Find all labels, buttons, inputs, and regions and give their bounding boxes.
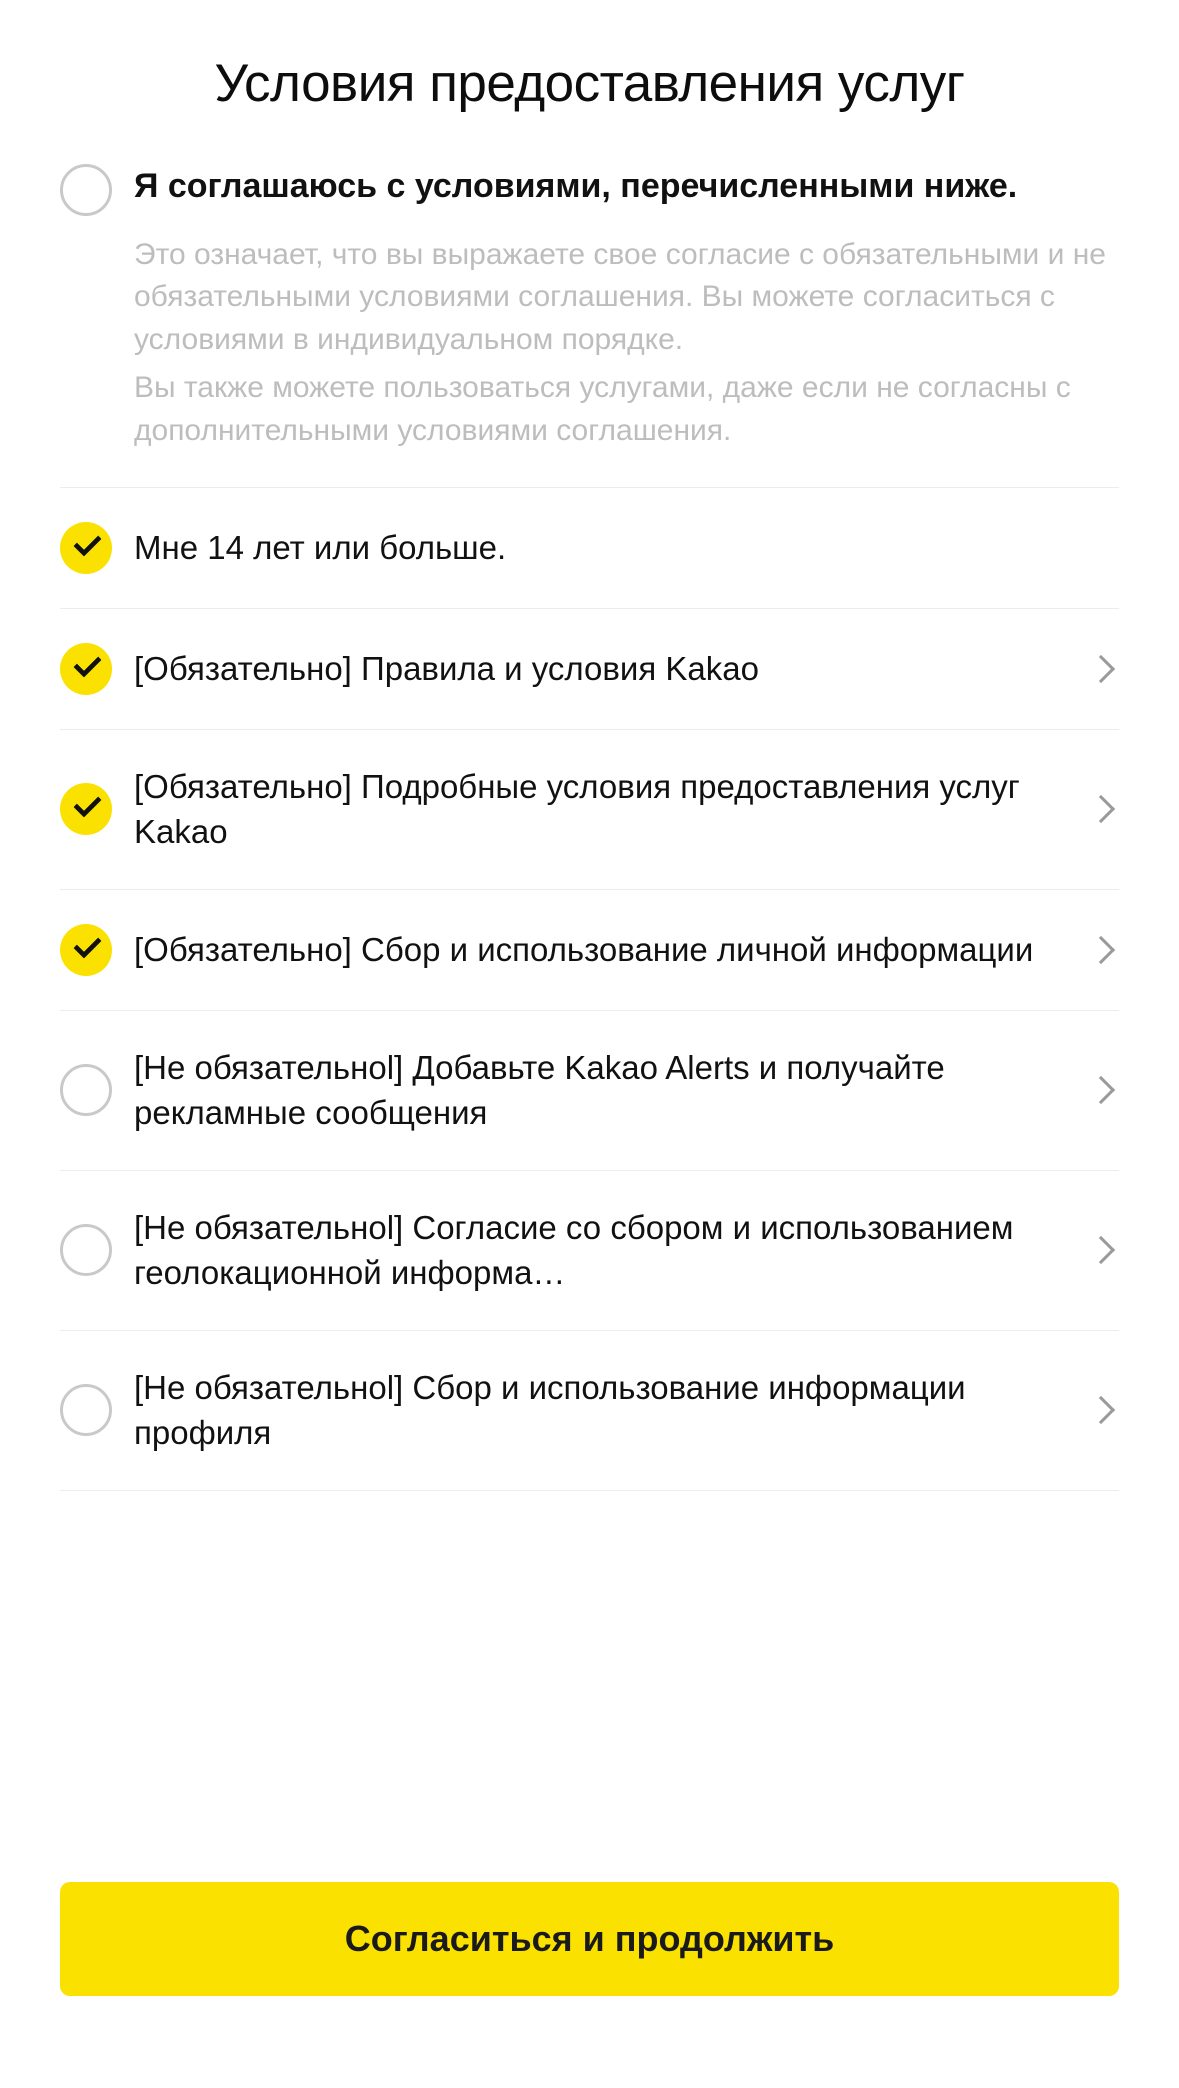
checkbox-unchecked-icon[interactable] [60,1384,112,1436]
agreement-item-label: [Обязательно] Сбор и использование личной информации [134,930,1034,968]
agreement-item-label: [Не обязательноl] Добавьте Kakao Alerts и получайте рекламные сообщения [134,1048,945,1132]
chevron-right-icon[interactable] [1085,792,1119,826]
agree-and-continue-button[interactable]: Согласиться и продолжить [60,1882,1119,1996]
checkbox-checked-icon[interactable] [60,924,112,976]
agreement-main-description [134,234,1119,487]
agreement-list [60,158,1119,1491]
chevron-right-icon[interactable] [1085,933,1119,967]
checkbox-unchecked-icon[interactable] [60,1224,112,1276]
checkbox-checked-icon[interactable] [60,783,112,835]
agreement-item-label: [Обязательно] Подробные условия предоставления услуг Kakao [134,767,1020,851]
agreement-item-geolocation[interactable] [60,1171,1119,1330]
chevron-right-icon[interactable] [1085,652,1119,686]
checkbox-checked-icon[interactable] [60,643,112,695]
agreement-item-kakao-service-terms[interactable] [60,730,1119,889]
radio-unchecked-icon[interactable] [60,164,112,216]
agreement-item-label: Мне 14 лет или больше. [134,528,507,566]
agreement-item-kakao-terms[interactable] [60,609,1119,729]
footer [60,1882,1119,2088]
agreement-description-paragraph-2: Вы также можете пользоваться услугами, даже если не согласны с дополнительными условиями соглашения. [134,371,1071,447]
checkbox-unchecked-icon[interactable] [60,1064,112,1116]
agreement-main-row[interactable] [60,158,1119,216]
agreement-item-personal-info[interactable] [60,890,1119,1010]
agreement-item-profile-info[interactable] [60,1331,1119,1490]
chevron-right-icon[interactable] [1085,1073,1119,1107]
divider [60,1490,1119,1491]
agreement-item-label: [Обязательно] Правила и условия Kakao [134,649,759,687]
chevron-right-icon[interactable] [1085,1233,1119,1267]
agreement-item-label: [Не обязательноl] Согласие со сбором и использованием геолокационной информа… [134,1208,1014,1292]
agreement-description-paragraph-1: Это означает, что вы выражаете свое согласие с обязательными и не обязательными условиями соглашения. Вы можете согласиться с условиями в индивидуальном порядке. [134,237,1106,356]
page-title: Условия предоставления услуг [214,54,965,113]
agreement-item-label: [Не обязательноl] Сбор и использование информации профиля [134,1368,966,1452]
agreement-item-kakao-alerts[interactable] [60,1011,1119,1170]
chevron-right-icon[interactable] [1085,1393,1119,1427]
agreement-main-label: Я соглашаюсь с условиями, перечисленными ниже. [134,166,1018,205]
agreement-item-age[interactable] [60,488,1119,608]
checkbox-checked-icon[interactable] [60,522,112,574]
